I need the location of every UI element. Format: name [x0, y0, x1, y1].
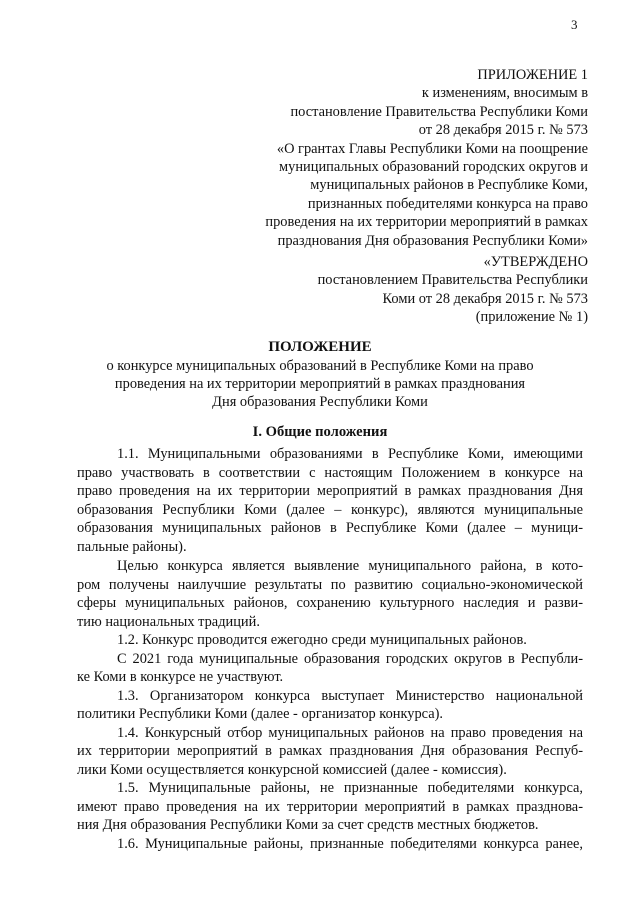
- paragraph-line: сферы муниципальных районов, сохранению культурного наследия и разви-: [77, 595, 583, 611]
- paragraph-line: политики Республики Коми (далее - организатор конкурса).: [77, 706, 443, 722]
- subtitle-line: Дня образования Республики Коми: [212, 394, 428, 410]
- approval-line: постановлением Правительства Республики: [317, 272, 588, 289]
- paragraph-line: 1.3. Организатором конкурса выступает Министерство национальной: [117, 687, 583, 704]
- appendix-line: проведения на их территории мероприятий в рамках: [265, 214, 588, 231]
- paragraph-line: 1.5. Муниципальные районы, не признанные победителями конкурса,: [117, 780, 583, 796]
- appendix-line: муниципальных районов в Республике Коми,: [310, 177, 588, 194]
- approval-line: (приложение № 1): [475, 309, 588, 326]
- appendix-line: от 28 декабря 2015 г. № 573: [418, 122, 588, 139]
- paragraph-line: Целью конкурса является выявление муниципального района, в кото-: [117, 558, 583, 574]
- approval-stamp: [318, 253, 588, 327]
- paragraph-line: тию национальных традиций.: [77, 613, 260, 630]
- paragraph-line: право участвовать в соответствии с настоящим Положением в конкурсе на: [77, 464, 583, 481]
- document-subtitle: [40, 357, 600, 411]
- paragraph-line: 1.2. Конкурс проводится ежегодно среди муниципальных районов.: [117, 632, 527, 648]
- appendix-line: признанных победителями конкурса на право: [307, 195, 588, 212]
- paragraph-line: лики Коми осуществляется конкурсной комиссией (далее - комиссия).: [77, 761, 507, 778]
- paragraph-line: 1.1. Муниципальными образованиями в Республике Коми, имеющими: [117, 446, 583, 462]
- paragraph-line: 1.6. Муниципальные районы, признанные победителями конкурса ранее,: [117, 835, 583, 852]
- section-heading: [40, 423, 600, 441]
- page-number: 3: [571, 17, 578, 32]
- appendix-line: муниципальных образований городских округов и: [279, 159, 588, 176]
- document-title-text: ПОЛОЖЕНИЕ: [268, 339, 372, 355]
- paragraph-line: право проведения на их территории мероприятий в рамках празднования Дня: [77, 483, 583, 499]
- approval-line: Коми от 28 декабря 2015 г. № 573: [382, 290, 588, 307]
- appendix-header: [265, 66, 588, 250]
- appendix-line: постановление Правительства Республики Коми: [290, 103, 588, 120]
- paragraph-line: образования муниципальных районов в Республике Коми (далее – муници-: [77, 520, 583, 536]
- appendix-line: «О грантах Главы Республики Коми на поощрение: [276, 140, 588, 157]
- approval-line: «УТВЕРЖДЕНО: [483, 254, 588, 270]
- appendix-line: ПРИЛОЖЕНИЕ 1: [477, 67, 588, 83]
- paragraph-line: образования Республики Коми (далее – конкурс), являются муниципальные: [77, 501, 583, 518]
- paragraph-line: пальные районы).: [77, 538, 187, 555]
- document-body: [77, 445, 583, 853]
- paragraph-line: ром получены наилучшие результаты по развитию социально-экономической: [77, 576, 583, 593]
- paragraph-line: С 2021 года муниципальные образования городских округов в Республи-: [117, 650, 583, 667]
- appendix-line: празднования Дня образования Республики Коми»: [277, 232, 588, 249]
- section-heading-text: I. Общие положения: [252, 424, 388, 440]
- document-title: [40, 338, 600, 356]
- paragraph-line: их территории мероприятий в рамках празднования Дня образования Респуб-: [77, 743, 583, 759]
- appendix-line: к изменениям, вносимым в: [421, 85, 588, 102]
- paragraph-line: ке Коми в конкурсе не участвуют.: [77, 669, 284, 685]
- paragraph-line: имеют право проведения на их территории мероприятий в рамках празднова-: [77, 798, 583, 815]
- paragraph-line: 1.4. Конкурсный отбор муниципальных районов на право проведения на: [117, 724, 583, 741]
- subtitle-line: о конкурсе муниципальных образований в Республике Коми на право: [106, 358, 534, 374]
- paragraph-line: ния Дня образования Республики Коми за счет средств местных бюджетов.: [77, 817, 539, 833]
- subtitle-line: проведения на их территории мероприятий в рамках празднования: [114, 376, 526, 392]
